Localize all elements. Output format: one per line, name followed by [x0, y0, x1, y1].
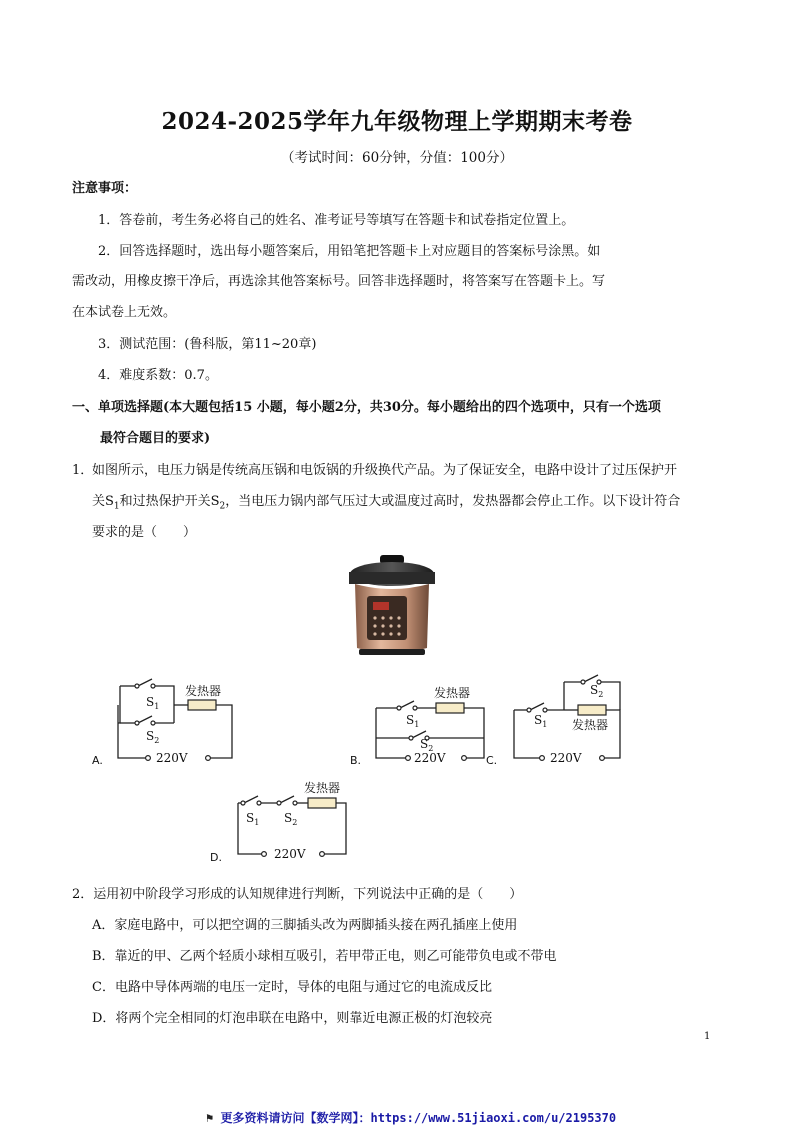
- notes-heading: 注意事项：: [72, 181, 138, 196]
- switch-label: S: [590, 683, 599, 697]
- switch-sub: 2: [598, 690, 604, 699]
- footer-text: 更多资料请访问【数学网】：https://www.51jiaoxi.com/u/2195370: [220, 1111, 617, 1125]
- q1-number: 1．: [72, 463, 94, 478]
- source-label: 220V: [414, 751, 446, 765]
- section-heading-cont: 最符合题目的要求): [100, 431, 211, 446]
- footer-link[interactable]: [206, 1109, 616, 1126]
- note-2-cont: 需改动，用橡皮擦干净后，再选涂其他答案标号。回答非选择题时，将答案写在答题卡上。写: [72, 274, 606, 289]
- switch-label: S: [284, 811, 293, 825]
- option-d-label: D.: [210, 851, 222, 864]
- switch-label: S: [246, 811, 255, 825]
- svg-text:S1: [146, 695, 159, 711]
- circuit-c: [506, 672, 632, 772]
- source-label: 220V: [274, 847, 306, 861]
- page-number: 1: [704, 1031, 711, 1042]
- note-1: 1．答卷前，考生务必将自己的姓名、准考证号等填写在答题卡和试卷指定位置上。: [98, 213, 575, 228]
- circuit-a: [90, 676, 240, 772]
- exam-info: （考试时间：60分钟，分值：100分）: [281, 150, 513, 166]
- source-label: 220V: [550, 751, 582, 765]
- q1-line3: 要求的是（ ）: [92, 525, 197, 540]
- circuit-b: [368, 680, 493, 772]
- switch-label: S: [420, 737, 429, 751]
- page-title: 2024-2025学年九年级物理上学期期末考卷: [161, 108, 633, 135]
- pressure-cooker-image: [345, 552, 440, 660]
- flag-icon: ⚑: [206, 1111, 214, 1125]
- note-4: 4．难度系数：0.7。: [98, 368, 218, 383]
- svg-text:S1: [246, 811, 259, 827]
- svg-text:S2: [590, 683, 603, 699]
- switch-label: S: [534, 713, 543, 727]
- note-2-end: 在本试卷上无效。: [72, 305, 177, 320]
- note-2: 2．回答选择题时，选出每小题答案后，用铅笔把答题卡上对应题目的答案标号涂黑。如: [98, 244, 601, 259]
- heater-label: 发热器: [572, 718, 609, 732]
- switch-sub: 1: [254, 818, 260, 827]
- switch-sub: 1: [414, 720, 420, 729]
- switch-label: S: [406, 713, 415, 727]
- switch-label: S: [146, 729, 155, 743]
- q1-line1: 如图所示，电压力锅是传统高压锅和电饭锅的升级换代产品。为了保证安全，电路中设计了过压保护开: [92, 463, 678, 478]
- heater-label: 发热器: [185, 684, 222, 698]
- switch-label: S: [146, 695, 155, 709]
- q2-option-b: B．靠近的甲、乙两个轻质小球相互吸引，若甲带正电，则乙可能带负电或不带电: [92, 949, 557, 964]
- switch-sub: 2: [428, 744, 434, 753]
- switch-sub: 2: [292, 818, 298, 827]
- q2-option-c: C．电路中导体两端的电压一定时，导体的电阻与通过它的电流成反比: [92, 980, 492, 995]
- svg-text:S1: [406, 713, 419, 729]
- switch-sub: 1: [542, 720, 548, 729]
- option-a-label: A.: [92, 754, 103, 767]
- q2-option-a: A．家庭电路中，可以把空调的三脚插头改为两脚插头接在两孔插座上使用: [92, 918, 518, 933]
- switch-sub: 2: [154, 736, 160, 745]
- svg-text:S2: [284, 811, 297, 827]
- q2-option-d: D．将两个完全相同的灯泡串联在电路中，则靠近电源正极的灯泡较亮: [92, 1011, 493, 1026]
- heater-label: 发热器: [434, 686, 471, 700]
- svg-text:S2: [146, 729, 159, 745]
- source-label: 220V: [156, 751, 188, 765]
- note-3: 3．测试范围：(鲁科版，第11~20章): [98, 337, 317, 352]
- option-b-label: B.: [350, 754, 362, 767]
- heater-label: 发热器: [304, 781, 341, 795]
- switch-sub: 1: [154, 702, 160, 711]
- section-heading: 一、单项选择题(本大题包括15 小题，每小题2分，共30分。每小题给出的四个选项中，只有一个选项: [72, 400, 661, 415]
- svg-text:S1: [534, 713, 547, 729]
- circuit-d: [228, 778, 354, 866]
- option-c-label: C.: [486, 754, 498, 767]
- q2-stem: 2．运用初中阶段学习形成的认知规律进行判断，下列说法中正确的是（ ）: [72, 887, 523, 902]
- q1-line2: 关$S_1$和过热保护开关$S_2$，当电压力锅内部气压过大或温度过高时，发热器都会停止工作。以下设计符合: [92, 494, 681, 512]
